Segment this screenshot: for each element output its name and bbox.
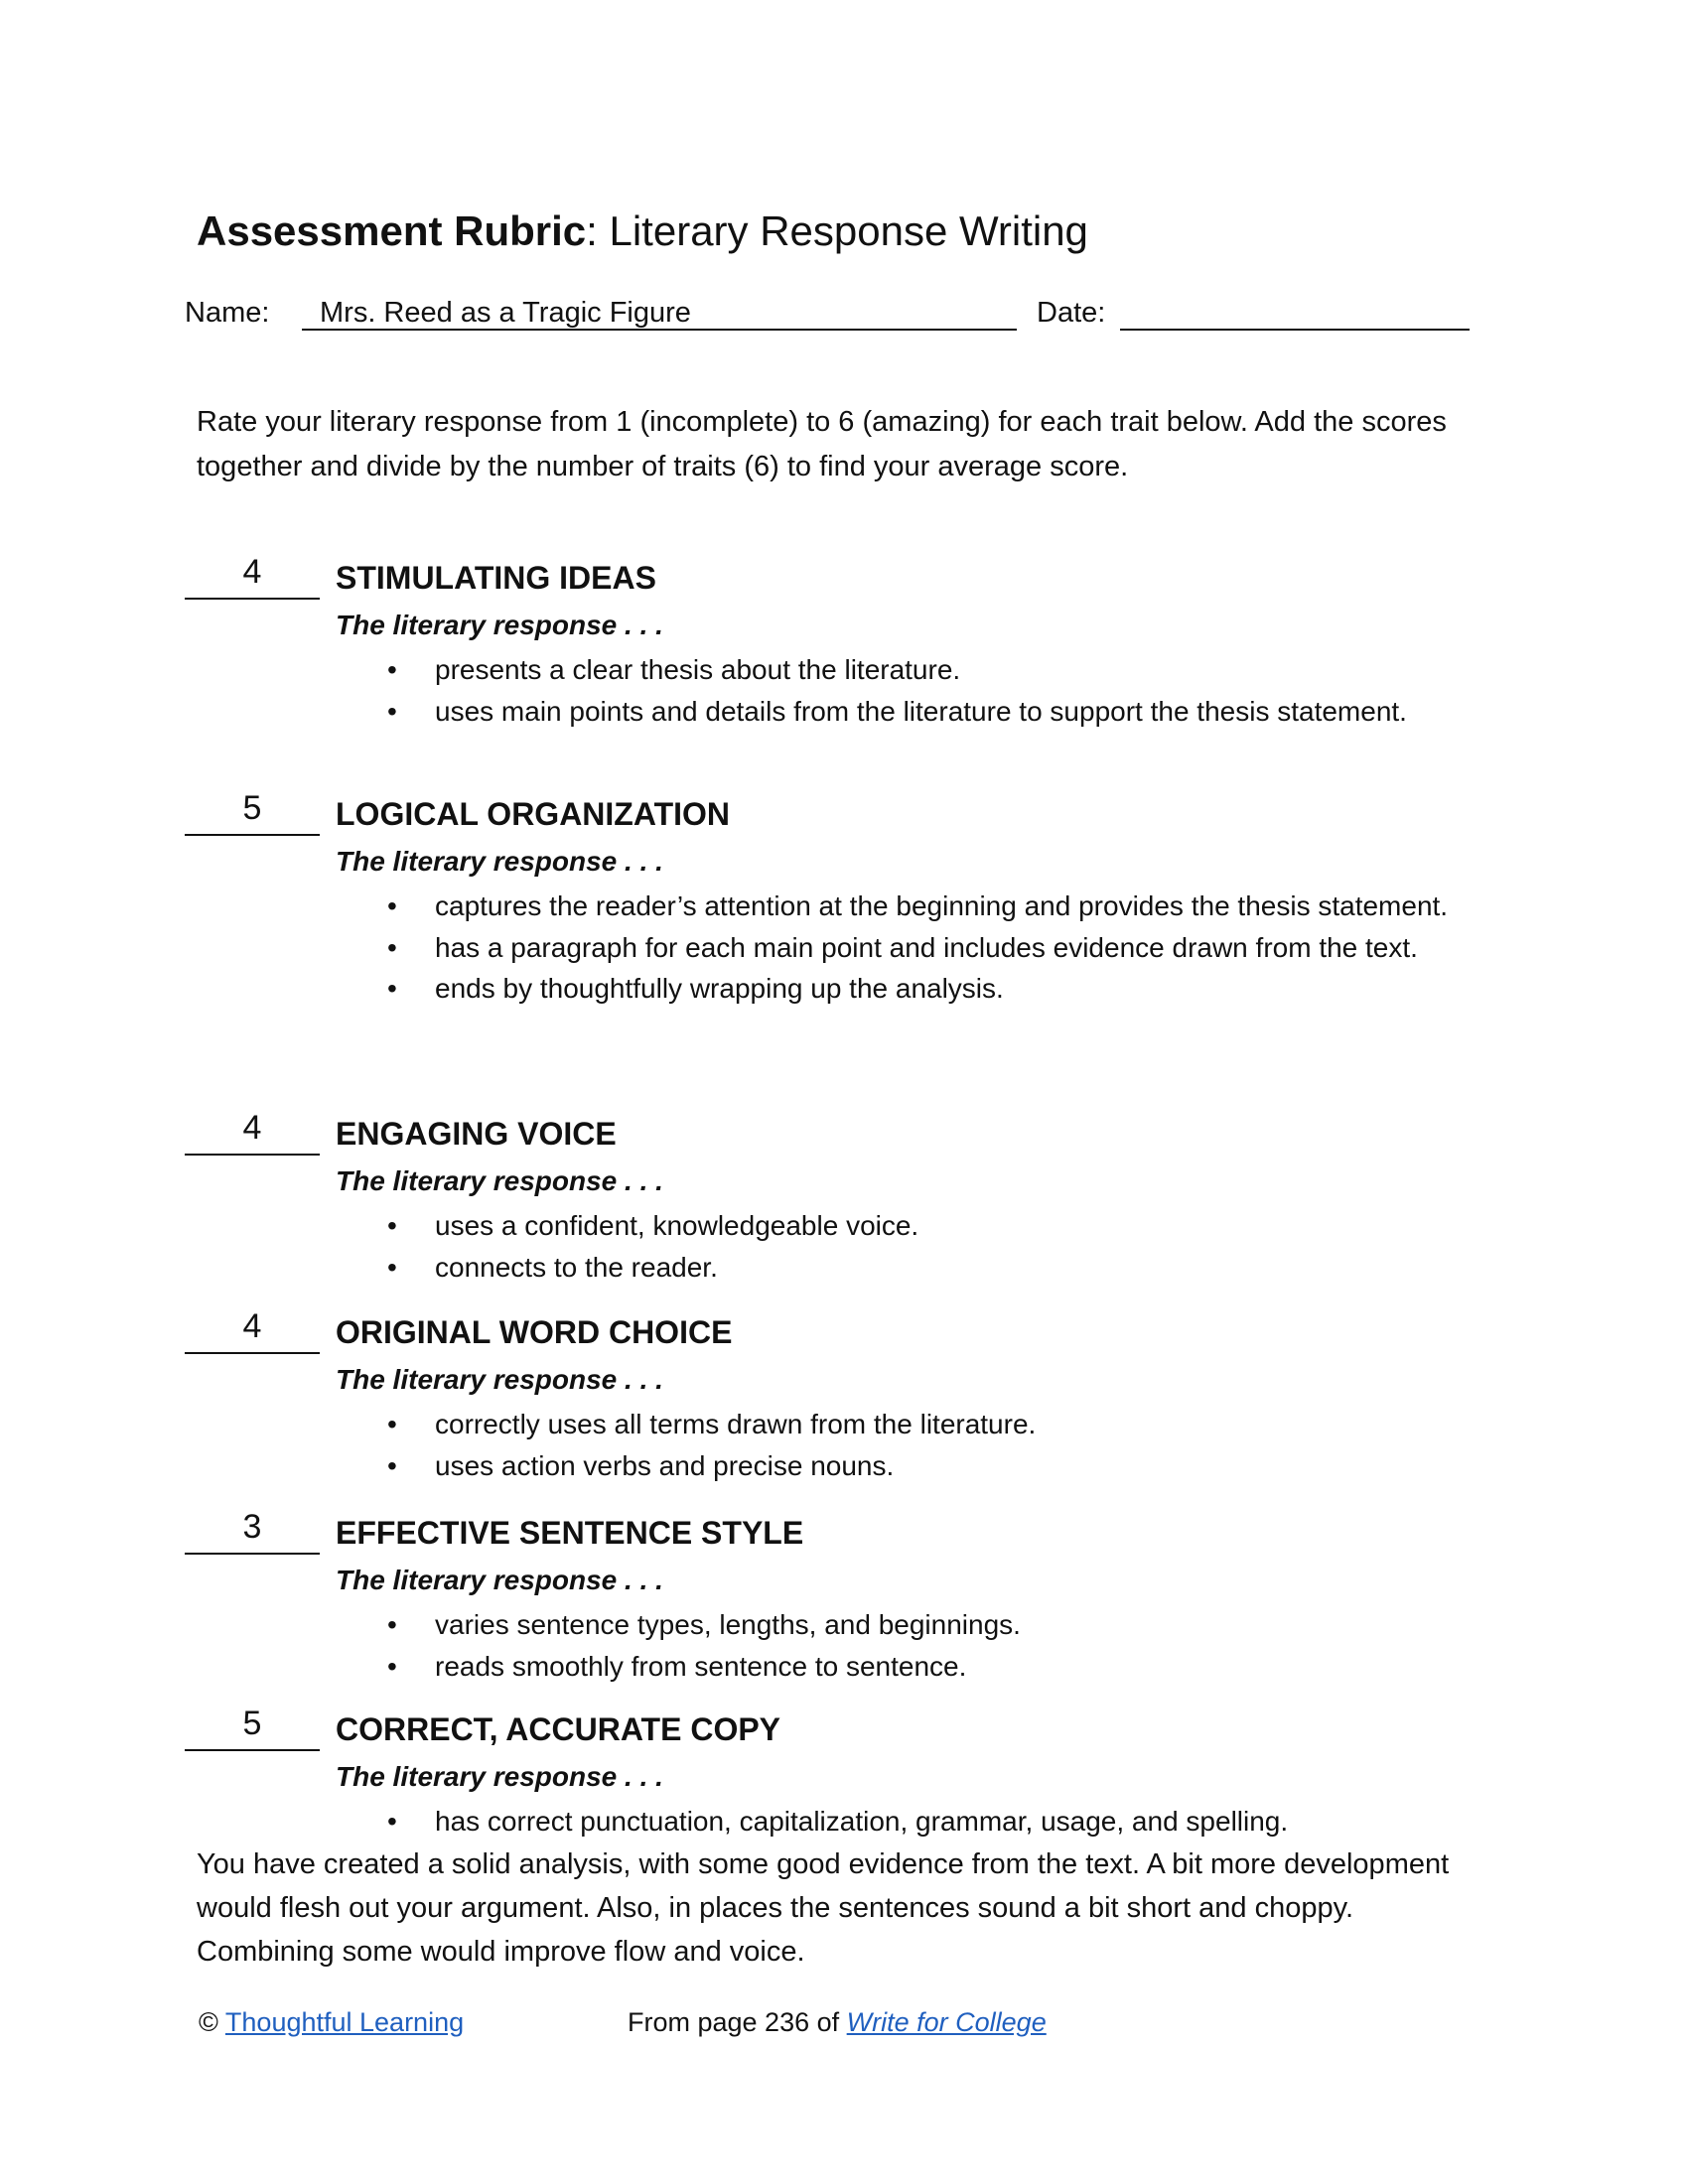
trait-subtitle: The literary response . . . [336, 1165, 663, 1196]
trait-name: EFFECTIVE SENTENCE STYLE [336, 1515, 804, 1551]
trait-name: LOGICAL ORGANIZATION [336, 796, 731, 832]
criteria-list [0, 1205, 1688, 1288]
criterion-item [0, 1404, 1468, 1445]
criterion-item [0, 649, 1468, 691]
copyright-symbol: © [199, 2007, 218, 2037]
trait-name: CORRECT, ACCURATE COPY [336, 1711, 781, 1747]
trait-subtitle: The literary response . . . [336, 610, 663, 640]
criterion-text: presents a clear thesis about the literature. [435, 654, 961, 685]
teacher-comment: You have created a solid analysis, with some good evidence from the text. A bit more development would flesh out your argument. Also, in places the sentences sound a bit short and choppy. Combining some would improve flow and voice. [197, 1848, 1450, 1968]
bullet-icon: • [387, 1210, 397, 1241]
criteria-list [0, 1604, 1688, 1687]
trait-score[interactable]: 4 [185, 1108, 320, 1156]
criterion-text: varies sentence types, lengths, and beginnings. [435, 1609, 1021, 1640]
footer-source [628, 2007, 1047, 2038]
criterion-item [0, 927, 1468, 969]
criterion-text: correctly uses all terms drawn from the literature. [435, 1409, 1037, 1439]
criterion-item [0, 1445, 1468, 1487]
name-date-line [185, 293, 1476, 339]
bullet-icon: • [387, 931, 397, 963]
criterion-text: reads smoothly from sentence to sentence. [435, 1650, 967, 1682]
criterion-text: connects to the reader. [435, 1251, 718, 1283]
trait-subtitle: The literary response . . . [336, 1565, 663, 1595]
bullet-icon: • [387, 1251, 397, 1283]
criterion-item [0, 1247, 1468, 1289]
criterion-item [0, 1646, 1468, 1688]
book-link[interactable]: Write for College [846, 2007, 1047, 2037]
bullet-icon: • [387, 890, 397, 921]
bullet-icon: • [387, 1650, 397, 1682]
trait-score[interactable]: 5 [185, 1704, 320, 1751]
criteria-list [0, 1801, 1688, 1843]
trait-score[interactable]: 4 [185, 1306, 320, 1354]
criterion-text: captures the reader’s attention at the beginning and provides the thesis statement. [435, 890, 1449, 921]
criterion-item [0, 886, 1468, 927]
footer-copyright [199, 2007, 464, 2038]
trait-score[interactable]: 5 [185, 788, 320, 836]
bullet-icon: • [387, 973, 397, 1004]
criteria-list [0, 886, 1688, 1010]
name-field[interactable]: Mrs. Reed as a Tragic Figure [302, 293, 1017, 331]
trait-score[interactable]: 4 [185, 552, 320, 600]
trait-name: ENGAGING VOICE [336, 1116, 617, 1152]
criterion-text: ends by thoughtfully wrapping up the analysis. [435, 973, 1004, 1004]
bullet-icon: • [387, 1409, 397, 1439]
criterion-text: uses a confident, knowledgeable voice. [435, 1210, 919, 1241]
instructions: Rate your literary response from 1 (incomplete) to 6 (amazing) for each trait below. Add the scores together and divide by the number of traits (6) to find your average score. [197, 406, 1447, 482]
criteria-list [0, 649, 1688, 732]
criterion-text: has correct punctuation, capitalization, grammar, usage, and spelling. [435, 1806, 1289, 1837]
criterion-text: uses main points and details from the literature to support the thesis statement. [435, 695, 1407, 727]
trait-subtitle: The literary response . . . [336, 1761, 663, 1792]
name-label: Name: [185, 297, 270, 329]
criterion-item [0, 968, 1468, 1010]
criteria-list [0, 1404, 1688, 1486]
date-label: Date: [1037, 297, 1106, 329]
bullet-icon: • [387, 1609, 397, 1640]
bullet-icon: • [387, 1806, 397, 1837]
bullet-icon: • [387, 695, 397, 727]
trait-score[interactable]: 3 [185, 1507, 320, 1555]
criterion-item [0, 691, 1468, 733]
bullet-icon: • [387, 1449, 397, 1481]
criterion-item [0, 1801, 1468, 1843]
title-rest: : Literary Response Writing [586, 207, 1088, 254]
trait-subtitle: The literary response . . . [336, 846, 663, 877]
trait-subtitle: The literary response . . . [336, 1364, 663, 1395]
source-prefix: From page 236 of [628, 2007, 840, 2037]
trait-name: ORIGINAL WORD CHOICE [336, 1314, 733, 1350]
date-field[interactable] [1120, 293, 1470, 331]
title-bold: Assessment Rubric [197, 207, 587, 254]
trait-name: STIMULATING IDEAS [336, 560, 656, 596]
criterion-item [0, 1205, 1468, 1247]
criterion-text: uses action verbs and precise nouns. [435, 1449, 895, 1481]
bullet-icon: • [387, 654, 397, 685]
publisher-link[interactable]: Thoughtful Learning [224, 2007, 465, 2037]
page-title [197, 204, 1088, 259]
criterion-text: has a paragraph for each main point and includes evidence drawn from the text. [435, 931, 1418, 963]
criterion-item [0, 1604, 1468, 1646]
